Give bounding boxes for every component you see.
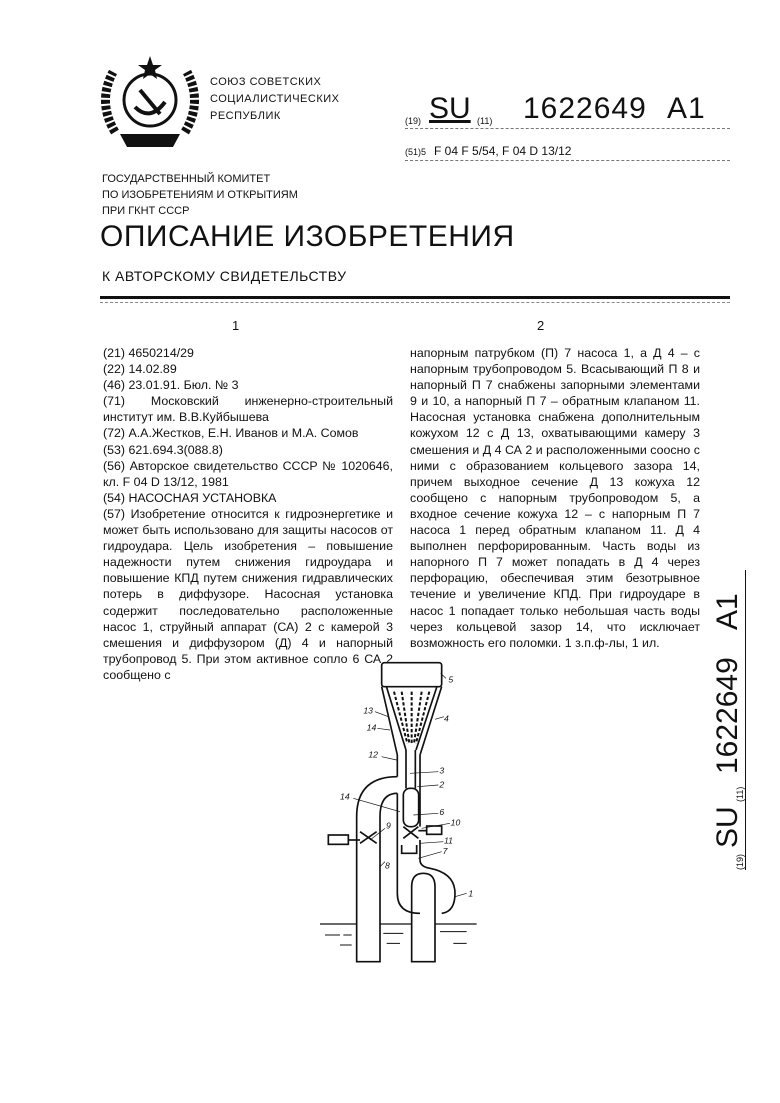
committee-line: ПРИ ГКНТ СССР: [102, 203, 298, 219]
biblio-entry: (46) 23.01.91. Бюл. № 3: [103, 377, 393, 393]
figure-label: 10: [451, 818, 461, 828]
state-line: СОЮЗ СОВЕТСКИХ: [210, 74, 339, 91]
code-11: (11): [735, 787, 745, 802]
pump: [420, 860, 455, 913]
biblio-entry: (71) Московский инженерно-строительный институт им. В.В.Куйбышева: [103, 393, 393, 425]
nozzle: [403, 788, 418, 826]
kind-code: A1: [667, 92, 706, 126]
code-51: (51)5: [405, 147, 426, 157]
document-title: ОПИСАНИЕ ИЗОБРЕТЕНИЯ: [100, 220, 515, 254]
figure-label: 7: [443, 846, 449, 856]
biblio-entry: (53) 621.694.3(088.8): [103, 442, 393, 458]
figure-label: 11: [444, 835, 453, 845]
check-valve: [402, 845, 417, 853]
patent-number: 1622649: [711, 657, 745, 774]
biblio-entry: (72) А.А.Жестков, Е.Н. Иванов и М.А. Сомов: [103, 425, 393, 441]
figure-label: 2: [438, 779, 444, 789]
state-name: [210, 74, 339, 125]
classification-value: F 04 F 5/54, F 04 D 13/12: [434, 144, 571, 158]
state-line: СОЦИАЛИСТИЧЕСКИХ: [210, 91, 339, 108]
ussr-emblem: [95, 52, 205, 152]
figure-label: 5: [448, 675, 453, 685]
committee-line: ГОСУДАРСТВЕННЫЙ КОМИТЕТ: [102, 171, 298, 187]
valve-9: [360, 832, 377, 844]
code-11: (11): [477, 116, 492, 126]
vertical-patent-number: [705, 570, 746, 870]
valve-10: [403, 827, 418, 839]
figure-label: 9: [386, 820, 391, 830]
country-code: SU: [711, 806, 745, 848]
state-line: РЕСПУБЛИК: [210, 108, 339, 125]
biblio-entry: (21) 4650214/29: [103, 345, 393, 361]
column-number: 2: [537, 318, 544, 333]
figure-label: 8: [385, 860, 390, 870]
classification: [405, 144, 730, 161]
figure-label: 1: [468, 889, 473, 899]
abstract-text: (57) Изобретение относится к гидроэнергетике и может быть использовано для защиты насосов от гидроудара. Цель изобретения – повышение надежности путем снижения гидроудара и повышение КПД путем снижения гидравлических потерь в диффузоре. Насосная установка содержит последовательно расположенные насос 1, струйный аппарат (СА) 2 с камерой 3 смешения и диффузором (Д) 4 и напорный трубопровод 5. При этом активное сопло 6 СА 2 сообщено с: [103, 506, 393, 683]
pump-installation-figure: [320, 660, 480, 990]
suction-pipe: [357, 777, 398, 962]
country-code: SU: [429, 92, 471, 126]
abstract-text: напорным патрубком (П) 7 насоса 1, а Д 4 – с напорным трубопроводом 5. Всасывающий П 8 и напорный П 7 снабжены запорными элементами 9 и 10, а напорный П 7 – обратным клапаном 11. Насосная установка снабжена дополнительным кожухом 12 с Д 13, охватывающими камеру 3 смешения и Д 4 СА 2 и расположенными соосно с ними с образованием кольцевого зазора 14, причем выходное сечение Д 13 кожуха 12 сообщено с напорным трубопроводом 5, а входное сечение кожуха 12 – с напорным П 7 насоса 1 перед обратным клапаном 11. Д 4 выполнен перфорированным. Часть воды из напорного П 7 может попадать в Д 4 через перфорацию, обеспечивая этим безотрывное течение и увеличение КПД. При гидроударе в насос 1 попадает только небольшая часть воды через кольцевой зазор 14, что исключает возможность его поломки. 1 з.п.ф-лы, 1 ил.: [410, 345, 700, 651]
figure-label: 4: [444, 714, 449, 724]
patent-number: 1622649: [523, 92, 647, 126]
pressure-pipeline: [382, 663, 442, 687]
figure-label: 12: [368, 749, 378, 759]
mixing-chamber: [406, 750, 415, 788]
water: [325, 932, 467, 945]
figure-label: 14: [340, 791, 350, 801]
code-19: (19): [405, 116, 421, 126]
divider: [100, 296, 730, 299]
biblio-entry: (22) 14.02.89: [103, 361, 393, 377]
actuator: [328, 835, 348, 844]
figure-label: 3: [439, 765, 444, 775]
figure-label: 14: [367, 723, 377, 733]
code-19: (19): [735, 854, 745, 870]
figure-label: 6: [439, 807, 444, 817]
figure-label: 13: [363, 705, 373, 715]
kind-code: A1: [711, 593, 745, 630]
biblio-entry: (56) Авторское свидетельство СССР № 1020646, кл. F 04 D 13/12, 1981: [103, 458, 393, 490]
document-subtitle: К АВТОРСКОМУ СВИДЕТЕЛЬСТВУ: [102, 268, 346, 284]
right-column: [410, 345, 700, 651]
committee-line: ПО ИЗОБРЕТЕНИЯМ И ОТКРЫТИЯМ: [102, 187, 298, 203]
column-number: 1: [232, 318, 239, 333]
patent-number-line: [405, 88, 730, 129]
perforation: [394, 692, 429, 744]
pump-inlet: [412, 873, 435, 961]
left-column: [103, 345, 393, 683]
committee: [102, 171, 298, 219]
biblio-entry: (54) НАСОСНАЯ УСТАНОВКА: [103, 490, 393, 506]
divider: [100, 302, 730, 303]
